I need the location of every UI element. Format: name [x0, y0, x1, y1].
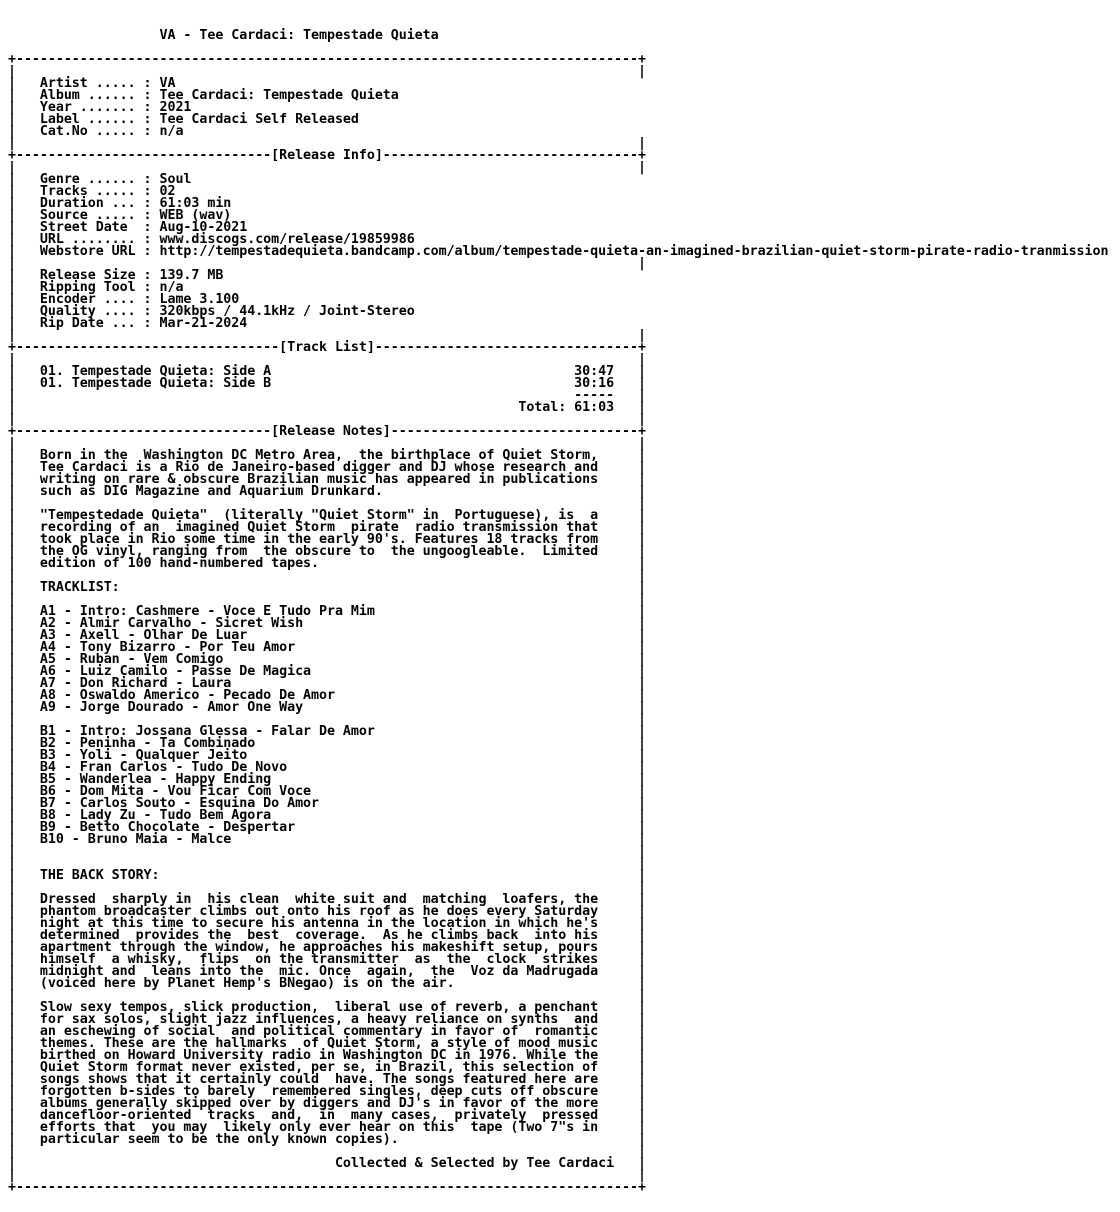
nfo-line: | Street Date : Aug-10-2021: [8, 220, 248, 235]
nfo-line: | Genre ...... : Soul: [8, 172, 192, 187]
nfo-line: | |: [8, 844, 646, 859]
nfo-line: | Duration ... : 61:03 min: [8, 196, 232, 211]
nfo-line: | Born in the Washington DC Metro Area, the birthplace of Quiet Storm, |: [8, 448, 646, 463]
nfo-line: | Cat.No ..... : n/a: [8, 124, 184, 139]
nfo-line: | the OG vinyl, ranging from the obscure to the ungoogleable. Limited |: [8, 544, 646, 559]
nfo-line: | night at this time to secure his antenna in the location in which he's |: [8, 916, 646, 931]
nfo-line: | A1 - Intro: Cashmere - Voce E Tudo Pra Mim |: [8, 604, 646, 619]
nfo-line: | B5 - Wanderlea - Happy Ending |: [8, 772, 646, 787]
nfo-line: +------------------------------------------------------------------------------+: [8, 52, 646, 67]
nfo-line: | took place in Rio some time in the early 90's. Features 18 tracks from |: [8, 532, 646, 547]
nfo-line: | B10 - Bruno Maia - Malce |: [8, 832, 646, 847]
nfo-line: +--------------------------------[Release Notes]-------------------------------+: [8, 424, 646, 439]
nfo-line: | B4 - Fran Carlos - Tudo De Novo |: [8, 760, 646, 775]
nfo-line: | A7 - Don Richard - Laura |: [8, 676, 646, 691]
nfo-line: | Ripping Tool : n/a: [8, 280, 184, 295]
nfo-line: | phantom broadcaster climbs out onto his roof as he does every Saturday |: [8, 904, 646, 919]
nfo-line: | A4 - Tony Bizarro - Por Teu Amor |: [8, 640, 646, 655]
nfo-line: | |: [8, 1168, 646, 1183]
nfo-line: | Source ..... : WEB (wav): [8, 208, 232, 223]
nfo-line: +------------------------------------------------------------------------------+: [8, 1180, 646, 1195]
nfo-line: | B6 - Dom Mita - Vou Ficar Com Voce |: [8, 784, 646, 799]
nfo-line: | 01. Tempestade Quieta: Side A 30:47 |: [8, 364, 646, 379]
nfo-line: | Tracks ..... : 02: [8, 184, 176, 199]
nfo-line: | |: [8, 1144, 646, 1159]
nfo-line: | Rip Date ... : Mar-21-2024: [8, 316, 248, 331]
nfo-line: | Album ...... : Tee Cardaci: Tempestade Quieta: [8, 88, 399, 103]
nfo-line: | |: [8, 352, 646, 367]
nfo-line: | Quality .... : 320kbps / 44.1kHz / Joint-Stereo: [8, 304, 415, 319]
nfo-line: | writing on rare & obscure Brazilian music has appeared in publications |: [8, 472, 646, 487]
nfo-line: | 01. Tempestade Quieta: Side B 30:16 |: [8, 376, 646, 391]
nfo-line: | |: [8, 988, 646, 1003]
nfo-line: | |: [8, 328, 646, 343]
nfo-line: | forgotten b-sides to barely remembered singles, deep cuts off obscure |: [8, 1084, 646, 1099]
nfo-line: +---------------------------------[Track List]---------------------------------+: [8, 340, 646, 355]
nfo-line: | |: [8, 136, 646, 151]
nfo-line: | recording of an imagined Quiet Storm pirate radio transmission that |: [8, 520, 646, 535]
nfo-line: | Encoder .... : Lame 3.100: [8, 292, 240, 307]
nfo-line: | B8 - Lady Zu - Tudo Bem Agora |: [8, 808, 646, 823]
nfo-line: | |: [8, 712, 646, 727]
nfo-line: | B7 - Carlos Souto - Esquina Do Amor |: [8, 796, 646, 811]
nfo-line: | Artist ..... : VA: [8, 76, 176, 91]
nfo-line: | A9 - Jorge Dourado - Amor One Way |: [8, 700, 646, 715]
nfo-line: | such as DIG Magazine and Aquarium Drunkard. |: [8, 484, 646, 499]
nfo-line: | birthed on Howard University radio in Washington DC in 1976. While the |: [8, 1048, 646, 1063]
nfo-line: | |: [8, 160, 646, 175]
nfo-line: | A8 - Oswaldo Americo - Pecado De Amor |: [8, 688, 646, 703]
nfo-line: | for sax solos, slight jazz influences, a heavy reliance on synths and |: [8, 1012, 646, 1027]
nfo-line: | |: [8, 64, 646, 79]
nfo-line: | himself a whisky, flips on the transmitter as the clock strikes |: [8, 952, 646, 967]
nfo-line: | songs shows that it certainly could have. The songs featured here are |: [8, 1072, 646, 1087]
nfo-line: | |: [8, 256, 646, 271]
nfo-line: | ----- |: [8, 388, 646, 403]
nfo-line: | efforts that you may likely only ever hear on this tape (Two 7"s in |: [8, 1120, 646, 1135]
nfo-line: | A5 - Ruban - Vem Comigo |: [8, 652, 646, 667]
nfo-line: | URL ........ : www.discogs.com/release/19859986: [8, 232, 415, 247]
nfo-line: | "Tempestedade Quieta" (literally "Quiet Storm" in Portuguese), is a |: [8, 508, 646, 523]
nfo-line: VA - Tee Cardaci: Tempestade Quieta: [8, 28, 439, 43]
nfo-line: | |: [8, 496, 646, 511]
nfo-line: | A2 - Almir Carvalho - Sicret Wish |: [8, 616, 646, 631]
nfo-line: | A6 - Luiz Camilo - Passe De Magica |: [8, 664, 646, 679]
nfo-line: | Label ...... : Tee Cardaci Self Released: [8, 112, 359, 127]
nfo-line: | A3 - Axell - Olhar De Luar |: [8, 628, 646, 643]
nfo-line: | B2 - Peninha - Ta Combinado |: [8, 736, 646, 751]
nfo-line: | |: [8, 412, 646, 427]
nfo-line: | Release Size : 139.7 MB: [8, 268, 224, 283]
nfo-line: | |: [8, 856, 646, 871]
nfo-line: | Total: 61:03 |: [8, 400, 646, 415]
nfo-line: +--------------------------------[Release Info]--------------------------------+: [8, 148, 646, 163]
nfo-line: | TRACKLIST: |: [8, 580, 646, 595]
nfo-line: | THE BACK STORY: |: [8, 868, 646, 883]
nfo-line: | B9 - Betto Chocolate - Despertar |: [8, 820, 646, 835]
nfo-line: | |: [8, 592, 646, 607]
nfo-line: | Year ....... : 2021: [8, 100, 192, 115]
nfo-line: | Tee Cardaci is a Rio de Janeiro-based digger and DJ whose research and |: [8, 460, 646, 475]
nfo-line: | albums generally skipped over by diggers and DJ's in favor of the more |: [8, 1096, 646, 1111]
nfo-line: | B1 - Intro: Jossana Glessa - Falar De Amor |: [8, 724, 646, 739]
nfo-line: | Slow sexy tempos, slick production, liberal use of reverb, a penchant |: [8, 1000, 646, 1015]
nfo-line: | determined provides the best coverage. As he climbs back into his |: [8, 928, 646, 943]
nfo-line: | Collected & Selected by Tee Cardaci |: [8, 1156, 646, 1171]
nfo-line: | themes. These are the hallmarks of Quiet Storm, a style of mood music |: [8, 1036, 646, 1051]
nfo-line: | particular seem to be the only known copies). |: [8, 1132, 646, 1147]
nfo-line: | Dressed sharply in his clean white suit and matching loafers, the |: [8, 892, 646, 907]
nfo-line: | |: [8, 880, 646, 895]
nfo-line: | apartment through the window, he approaches his makeshift setup, pours |: [8, 940, 646, 955]
nfo-line: | |: [8, 568, 646, 583]
nfo-line: | (voiced here by Planet Hemp's BNegao) is on the air. |: [8, 976, 646, 991]
nfo-line: | edition of 100 hand-numbered tapes. |: [8, 556, 646, 571]
nfo-line: | Webstore URL : http://tempestadequieta.bandcamp.com/album/tempestade-quieta-an-imagined-brazilian-quiet-storm-pirate-radio-tranmission: [8, 244, 1109, 259]
nfo-line: | dancefloor-oriented tracks and, in many cases, privately pressed |: [8, 1108, 646, 1123]
nfo-line: | |: [8, 436, 646, 451]
nfo-text-document: [8, 30, 1108, 1194]
nfo-line: | an eschewing of social and political commentary in favor of romantic |: [8, 1024, 646, 1039]
nfo-line: | B3 - Yoli - Qualquer Jeito |: [8, 748, 646, 763]
nfo-line: | midnight and leans into the mic. Once again, the Voz da Madrugada |: [8, 964, 646, 979]
nfo-line: | Quiet Storm format never existed, per se, in Brazil, this selection of |: [8, 1060, 646, 1075]
